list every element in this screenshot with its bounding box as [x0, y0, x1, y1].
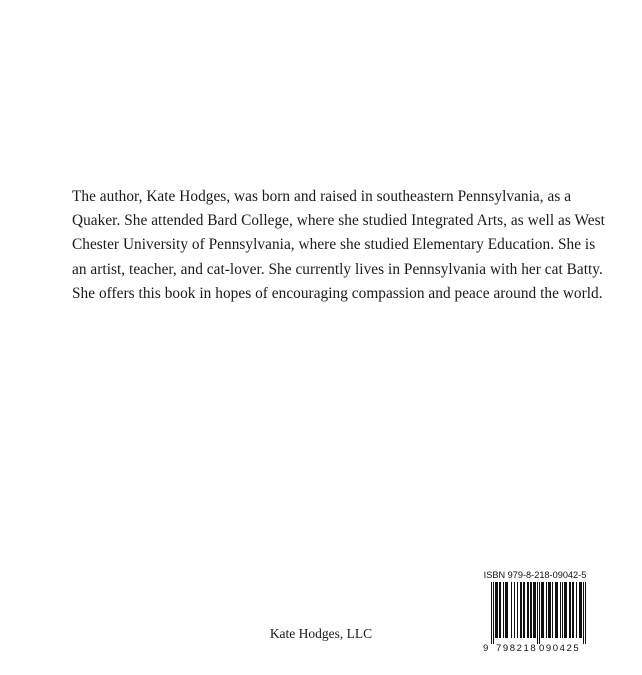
barcode-left-group: 798218	[496, 643, 538, 654]
isbn-label: ISBN 979-8-218-09042-5	[483, 570, 587, 580]
bio-line: The author, Kate Hodges, was born and raised in southeastern Pennsylvania, as a	[72, 188, 572, 205]
publisher-name: Kate Hodges, LLC	[269, 626, 373, 641]
bio-line: Chester University of Pennsylvania, where she studied Elementary Education. She is	[72, 236, 596, 254]
barcode-lead-digit: 9	[483, 643, 489, 654]
barcode-right-group: 090425	[539, 643, 581, 654]
bio-line: Quaker. She attended Bard College, where she studied Integrated Arts, as well as West	[72, 212, 605, 230]
author-bio	[72, 185, 605, 306]
bio-line: She offers this book in hopes of encouraging compassion and peace around the world.	[72, 284, 603, 302]
bio-line: an artist, teacher, and cat-lover. She currently lives in Pennsylvania with her cat Batty.	[72, 260, 603, 278]
